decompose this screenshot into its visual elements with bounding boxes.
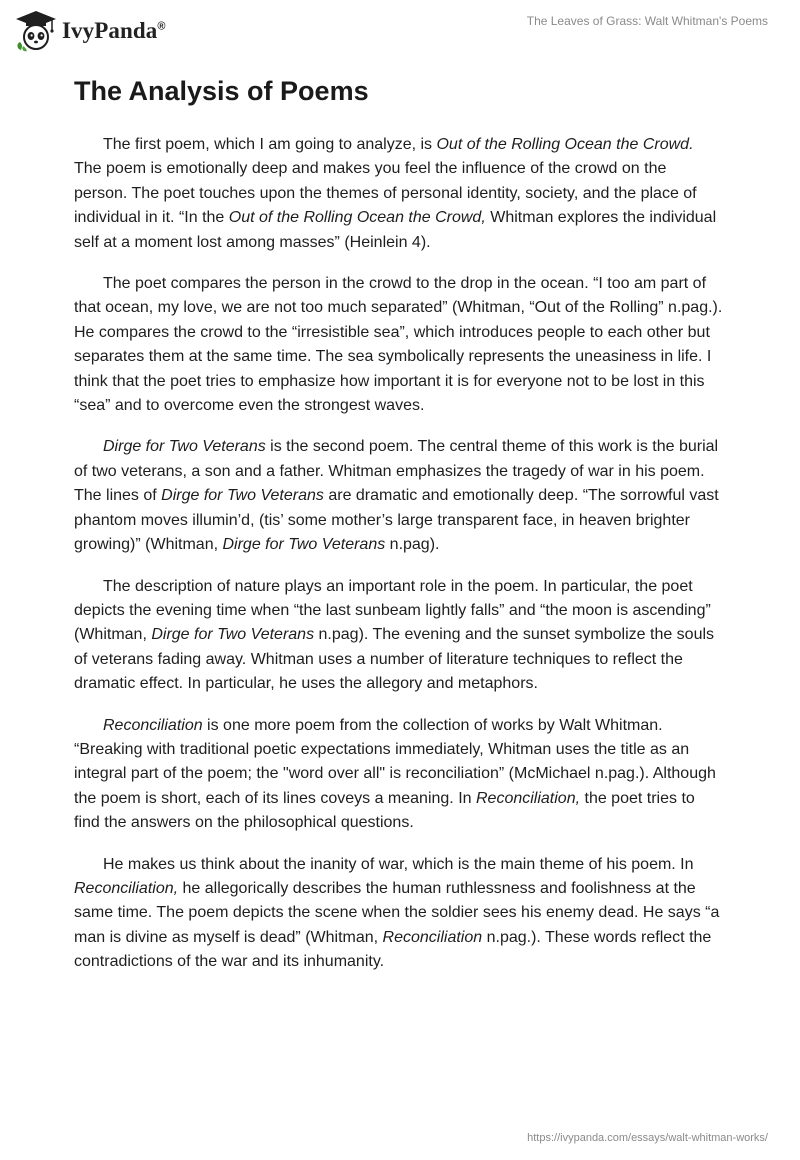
poem-title-italic: Reconciliation, bbox=[74, 879, 179, 897]
document-title: The Leaves of Grass: Walt Whitman's Poems bbox=[526, 14, 768, 28]
poem-title-italic: Out of the Rolling Ocean the Crowd. bbox=[436, 136, 694, 153]
paragraph-6: He makes us think about the inanity of war, which is the main theme of his poem. In Reconciliation, he allegorically describes the human ruthlessness and foolishness at the same time. The poem depicts the scene when the soldier sees his enemy dead. He says “a man is divine as myself is dead” (Whitman, Reconciliation n.pag.). These words reflect the contradictions of the war and its inhumanity. bbox=[74, 855, 720, 971]
poem-title-italic: Dirge for Two Veterans bbox=[161, 487, 324, 505]
paragraph-5: Reconciliation is one more poem from the collection of works by Walt Whitman. “Breaking with traditional poetic expectations immediately, Whitman uses the title as an integral part of the poem; the "word over all" is reconciliation” (McMichael n.pag.). Although the poem is short, each of its lines coveys a meaning. In Reconciliation, the poet tries to find the answers on the philosophical questions. bbox=[74, 716, 716, 832]
ivypanda-logo[interactable] bbox=[14, 10, 166, 52]
poem-title-italic: Dirge for Two Veterans bbox=[151, 626, 315, 644]
poem-title-italic: Reconciliation bbox=[382, 928, 483, 946]
section-heading: The Analysis of Poems bbox=[74, 76, 369, 106]
paragraph-3: Dirge for Two Veterans is the second poem. The central theme of this work is the burial of two veterans, a son and a father. Whitman emphasizes the tragedy of war in his poem. The lines of Dirge for Two Veterans are dramatic and emotionally deep. “The sorrowful vast phantom moves illumin’d, (tis’ some mother’s large transparent face, in heaven brighter growing)” (Whitman, Dirge for Two Veterans n.pag). bbox=[74, 438, 719, 554]
paragraph-2: The poet compares the person in the crowd to the drop in the ocean. “I too am part of that ocean, my love, we are not too much separated” (Whitman, “Out of the Rolling” n.pag.). He compares the crowd to the “irresistible sea”, which introduces people to each other but separates them at the same time. The sea symbolically represents the uneasiness in life. I think that the poet tries to emphasize how important it is for everyone not to be lost in this “sea” and to overcome even the strongest waves. bbox=[74, 275, 723, 415]
registered-mark: ® bbox=[157, 20, 166, 33]
brand-name: IvyPanda® bbox=[62, 18, 166, 43]
poem-title-italic: Out of the Rolling Ocean the Crowd, bbox=[228, 209, 486, 227]
panda-graduate-icon bbox=[14, 10, 58, 52]
source-url[interactable]: https://ivypanda.com/essays/walt-whitman-works/ bbox=[527, 1132, 768, 1144]
poem-title-italic: Reconciliation bbox=[103, 716, 203, 734]
poem-title-italic: Dirge for Two Veterans bbox=[222, 536, 386, 554]
poem-title-italic: Reconciliation, bbox=[475, 789, 581, 807]
paragraph-1: The first poem, which I am going to analyze, is Out of the Rolling Ocean the Crowd. The poem is emotionally deep and makes you feel the influence of the crowd on the person. The poet touches upon the themes of personal identity, society, and the place of individual in it. “In the Out of the Rolling Ocean the Crowd, Whitman explores the individual self at a moment lost among masses” (Heinlein 4). bbox=[74, 136, 717, 251]
essay-body bbox=[74, 133, 724, 992]
paragraph-4: The description of nature plays an important role in the poem. In particular, the poet depicts the evening time when “the last sunbeam lightly falls” and “the moon is ascending” (Whitman, Dirge for Two Veterans n.pag). The evening and the sunset symbolize the souls of veterans fading away. Whitman uses a number of literature techniques to reflect the dramatic effect. In particular, he uses the allegory and metaphors. bbox=[74, 577, 715, 693]
poem-title-italic: Dirge for Two Veterans bbox=[103, 438, 266, 456]
page-header bbox=[0, 0, 800, 60]
